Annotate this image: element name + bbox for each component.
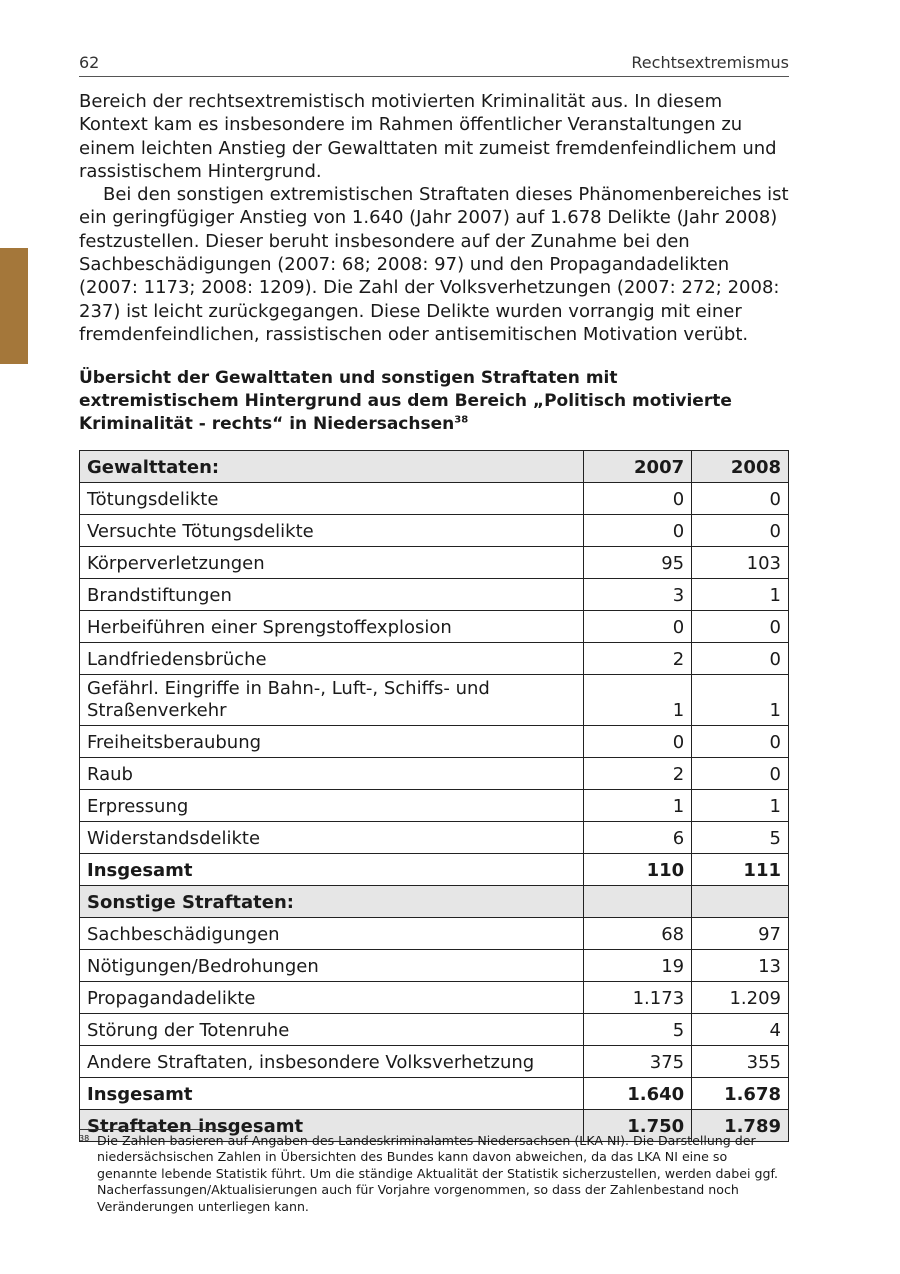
table-row xyxy=(80,790,789,822)
footnote-divider xyxy=(79,1129,233,1130)
value-2007: 0 xyxy=(584,483,692,515)
value-2008: 0 xyxy=(692,483,789,515)
row-label: Widerstandsdelikte xyxy=(80,822,584,854)
row-label: Brandstiftungen xyxy=(80,579,584,611)
row-label: Tötungsdelikte xyxy=(80,483,584,515)
value-2008: 0 xyxy=(692,758,789,790)
value-2007: 0 xyxy=(584,515,692,547)
page-header xyxy=(79,52,789,77)
footnote-reference[interactable]: 38 xyxy=(454,414,469,426)
row-label: Straftaten insgesamt xyxy=(80,1110,584,1142)
value-2007: 1 xyxy=(584,675,692,726)
value-2008: 13 xyxy=(692,950,789,982)
section-header-violent: Gewalttaten: xyxy=(80,451,584,483)
value-2008: 0 xyxy=(692,726,789,758)
value-2008: 1.789 xyxy=(692,1110,789,1142)
value-2008: 111 xyxy=(692,854,789,886)
paragraph-2: Bei den sonstigen extremistischen Straftaten dieses Phänomenbereiches ist ein geringfügiger Anstieg von 1.640 (Jahr 2007) auf 1.678 Delikte (Jahr 2008) festzustellen. Dieser beruht insbesondere auf der Zunahme bei den Sachbeschädigungen (2007: 68; 2008: 97) und den Propagandadelikten (2007: 1173; 2008: 1209). Die Zahl der Volksverhetzungen (2007: 272; 2008: 237) ist leicht zurückgegangen. Diese Delikte wurden vorrangig mit einer fremdenfeindlichen, rassistischen oder antisemitischen Motivation verübt. xyxy=(79,184,789,345)
value-2007: 19 xyxy=(584,950,692,982)
column-header-2008: 2008 xyxy=(692,451,789,483)
chapter-tab-marker xyxy=(0,248,28,364)
value-2007: 375 xyxy=(584,1046,692,1078)
table-row xyxy=(80,643,789,675)
value-2008: 355 xyxy=(692,1046,789,1078)
value-2008: 4 xyxy=(692,1014,789,1046)
section-header-row-other xyxy=(80,886,789,918)
row-label: Gefährl. Eingriffe in Bahn-, Luft-, Schiffs- und Straßenverkehr xyxy=(80,675,584,726)
value-2007: 68 xyxy=(584,918,692,950)
table-row xyxy=(80,579,789,611)
row-label: Raub xyxy=(80,758,584,790)
row-label: Landfriedensbrüche xyxy=(80,643,584,675)
value-2008: 5 xyxy=(692,822,789,854)
table-heading xyxy=(79,367,759,436)
row-label: Störung der Totenruhe xyxy=(80,1014,584,1046)
table-row xyxy=(80,547,789,579)
row-label: Insgesamt xyxy=(80,1078,584,1110)
row-label: Propagandadelikte xyxy=(80,982,584,1014)
subtotal-row-violent xyxy=(80,854,789,886)
row-label: Körperverletzungen xyxy=(80,547,584,579)
row-label: Nötigungen/Bedrohungen xyxy=(80,950,584,982)
column-header-2007: 2007 xyxy=(584,451,692,483)
row-label: Erpressung xyxy=(80,790,584,822)
table-row xyxy=(80,611,789,643)
value-2008: 1.678 xyxy=(692,1078,789,1110)
value-2007: 5 xyxy=(584,1014,692,1046)
value-2007: 1.750 xyxy=(584,1110,692,1142)
paragraph-1: Bereich der rechtsextremistisch motivierten Kriminalität aus. In diesem Kontext kam es insbesondere im Rahmen öffentlicher Veranstaltungen zu einem leichten Anstieg der Gewalttaten mit zumeist fremdenfeindlichem und rassistischem Hintergrund. xyxy=(79,91,777,182)
row-label: Versuchte Tötungsdelikte xyxy=(80,515,584,547)
crime-statistics-table xyxy=(79,450,789,1142)
table-row xyxy=(80,758,789,790)
table-row xyxy=(80,1014,789,1046)
table-header-row xyxy=(80,451,789,483)
body-text xyxy=(79,90,791,346)
row-label: Freiheitsberaubung xyxy=(80,726,584,758)
value-2007: 1 xyxy=(584,790,692,822)
footnote-text: Die Zahlen basieren auf Angaben des Landeskriminalamtes Niedersachsen (LKA NI). Die Darstellung der niedersächsischen Zahlen in Übersichten des Bundes kann davon abweichen, da das LKA NI eine so genannte lebende Statistik führt. Um die ständige Aktualität der Statistik sicherzustellen, werden dabei ggf. Nacherfassungen/Aktualisierungen auch für Vorjahre vorgenommen, so dass der Zahlenbestand noch Veränderungen unterliegen kann. xyxy=(97,1133,778,1214)
table-row xyxy=(80,675,789,726)
running-title: Rechtsextremismus xyxy=(631,53,789,72)
value-2008: 97 xyxy=(692,918,789,950)
table-row xyxy=(80,1046,789,1078)
table-row xyxy=(80,515,789,547)
page-number: 62 xyxy=(79,53,100,72)
empty-cell xyxy=(584,886,692,918)
value-2007: 1.640 xyxy=(584,1078,692,1110)
value-2008: 1 xyxy=(692,579,789,611)
empty-cell xyxy=(692,886,789,918)
value-2007: 0 xyxy=(584,611,692,643)
value-2007: 2 xyxy=(584,758,692,790)
subtotal-row-other xyxy=(80,1078,789,1110)
value-2007: 2 xyxy=(584,643,692,675)
table-row xyxy=(80,918,789,950)
table-row xyxy=(80,950,789,982)
table-row xyxy=(80,483,789,515)
table-row xyxy=(80,726,789,758)
row-label: Insgesamt xyxy=(80,854,584,886)
value-2007: 110 xyxy=(584,854,692,886)
table-row xyxy=(80,822,789,854)
footnote-mark: 38 xyxy=(79,1134,90,1143)
row-label: Sachbeschädigungen xyxy=(80,918,584,950)
value-2007: 95 xyxy=(584,547,692,579)
footnote xyxy=(79,1133,789,1215)
value-2007: 1.173 xyxy=(584,982,692,1014)
value-2007: 3 xyxy=(584,579,692,611)
value-2008: 1 xyxy=(692,675,789,726)
value-2007: 0 xyxy=(584,726,692,758)
value-2008: 1.209 xyxy=(692,982,789,1014)
value-2007: 6 xyxy=(584,822,692,854)
table-row xyxy=(80,982,789,1014)
row-label: Andere Straftaten, insbesondere Volksverhetzung xyxy=(80,1046,584,1078)
value-2008: 0 xyxy=(692,643,789,675)
value-2008: 0 xyxy=(692,515,789,547)
value-2008: 1 xyxy=(692,790,789,822)
value-2008: 0 xyxy=(692,611,789,643)
section-header-other: Sonstige Straftaten: xyxy=(80,886,584,918)
value-2008: 103 xyxy=(692,547,789,579)
row-label: Herbeiführen einer Sprengstoffexplosion xyxy=(80,611,584,643)
table-heading-text: Übersicht der Gewalttaten und sonstigen Straftaten mit extremistischem Hintergrund aus dem Bereich „Politisch motivierte Kriminalität - rechts“ in Niedersachsen xyxy=(79,368,732,434)
